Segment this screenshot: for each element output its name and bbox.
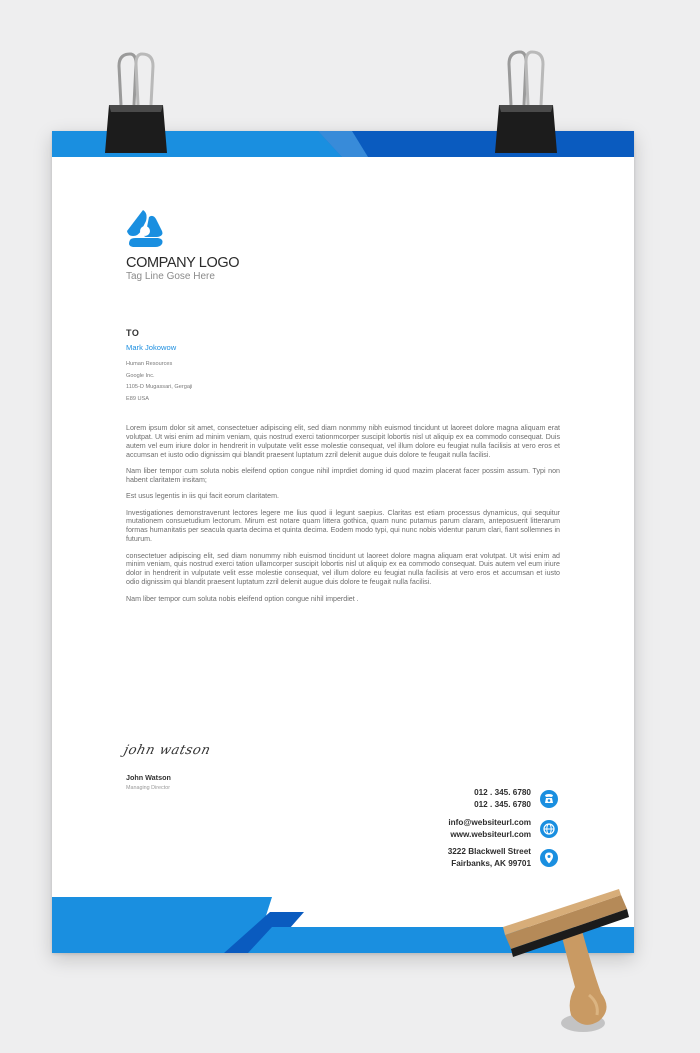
address-line: 1105-D Mugassari, Gergaji xyxy=(126,384,193,390)
rubber-stamp xyxy=(497,875,637,1035)
globe-icon xyxy=(540,820,558,838)
address-line: Human Resources xyxy=(126,361,173,367)
address-city: Fairbanks, AK 99701 xyxy=(451,858,531,868)
address-line: E89 USA xyxy=(126,395,150,402)
binder-clip-right xyxy=(493,48,559,155)
website-url: www.websiteurl.com xyxy=(450,829,531,839)
body-paragraph: Lorem ipsum dolor sit amet, consectetuer adipiscing elit, sed diam nonmmy nibh euismod tincidunt ut laoreet dolore magna aliquam erat volutpat. Ut wisi enim ad minim veniam, quis nostrud exerci tationmcorper suscipit lobortis nisl ut aliquip ex ea commodo consequat. Duis autem vel eum iriure dolor in hendrerit in vulputate velit esse molestie consequat, vel illum dolore eu feugiat nulla facilisis at vero eros et accumsan et iusto odio dignissim qui blandit praesent luptatum zzril delenit augue duis dolore te feugait nulla facilisi. xyxy=(126,424,560,459)
phone-icon xyxy=(540,790,558,808)
signer-name: John Watson xyxy=(126,773,171,782)
signer-title: Managing Director xyxy=(126,785,171,791)
letterhead-page xyxy=(52,131,634,953)
recipient-address xyxy=(126,359,192,405)
email-address: info@websiteurl.com xyxy=(448,818,531,827)
phone-number: 012 . 345. 6780 xyxy=(474,799,531,809)
triangular-swirl-logo-icon xyxy=(124,209,166,249)
binder-clip-left xyxy=(103,50,169,155)
phone-number: 012 . 345. 6780 xyxy=(474,788,531,797)
company-logo-name: COMPANY LOGO xyxy=(126,255,240,271)
letter-body xyxy=(126,424,560,611)
recipient-name: Mark Jokowow xyxy=(126,343,177,352)
to-label: TO xyxy=(126,328,140,338)
location-pin-icon xyxy=(540,849,558,867)
phone-numbers xyxy=(474,787,531,811)
company-tagline: Tag Line Gose Here xyxy=(126,271,215,282)
body-paragraph: Nam liber tempor cum soluta nobis eleifend option congue nihil imperdiet . xyxy=(126,594,359,603)
handwritten-signature: john watson xyxy=(122,743,213,758)
body-paragraph: Investigationes demonstraverunt lectores legere me lius quod ii legunt saepius. Claritas est etiam processus dynamicus, qui sequitur mutationem consuetudium lectorum. Mirum est notare quam littera gothica, quam nunc putamus parum claram, anteposuerit litterarum formas humanitatis per seacula quarta decima et quinta decima. Eodem modo typi, qui nunc nobis videntur parum clari, fiant sollemnes in futurum. xyxy=(126,508,560,544)
web-contacts xyxy=(448,817,531,841)
street-address xyxy=(448,846,531,870)
address-street: 3222 Blackwell Street xyxy=(447,847,531,856)
body-paragraph: Nam liber tempor cum soluta nobis eleifend option congue nihil imprdiet doming id quod mazim placerat facer possim assum. Typi non habent claritatem insitam; xyxy=(126,467,560,484)
body-paragraph: Est usus legentis in iis qui facit eorum claritatem. xyxy=(126,492,279,501)
address-line: Google Inc. xyxy=(126,372,155,379)
body-paragraph: consectetuer adipiscing elit, sed diam nonummy nibh euismod tincidunt ut laoreet dolore magna aliquam erat volutpat. Ut wisi enim ad minim veniam, quis nostrud exerci tation ullamcorper suscipit lobortis nisl ut aliquip ex ea commodo consequat. Duis autem vel eum iriure dolor in hendrerit in vulputate velit esse molestie consequat, vel illum dolore eu feugiat nulla facilisis at vero eros et accumsan et iusto odio dignissim qui blandit praesent luptatum zzril delenit augue duis dolore te feugait nulla facilisi. xyxy=(126,551,560,587)
